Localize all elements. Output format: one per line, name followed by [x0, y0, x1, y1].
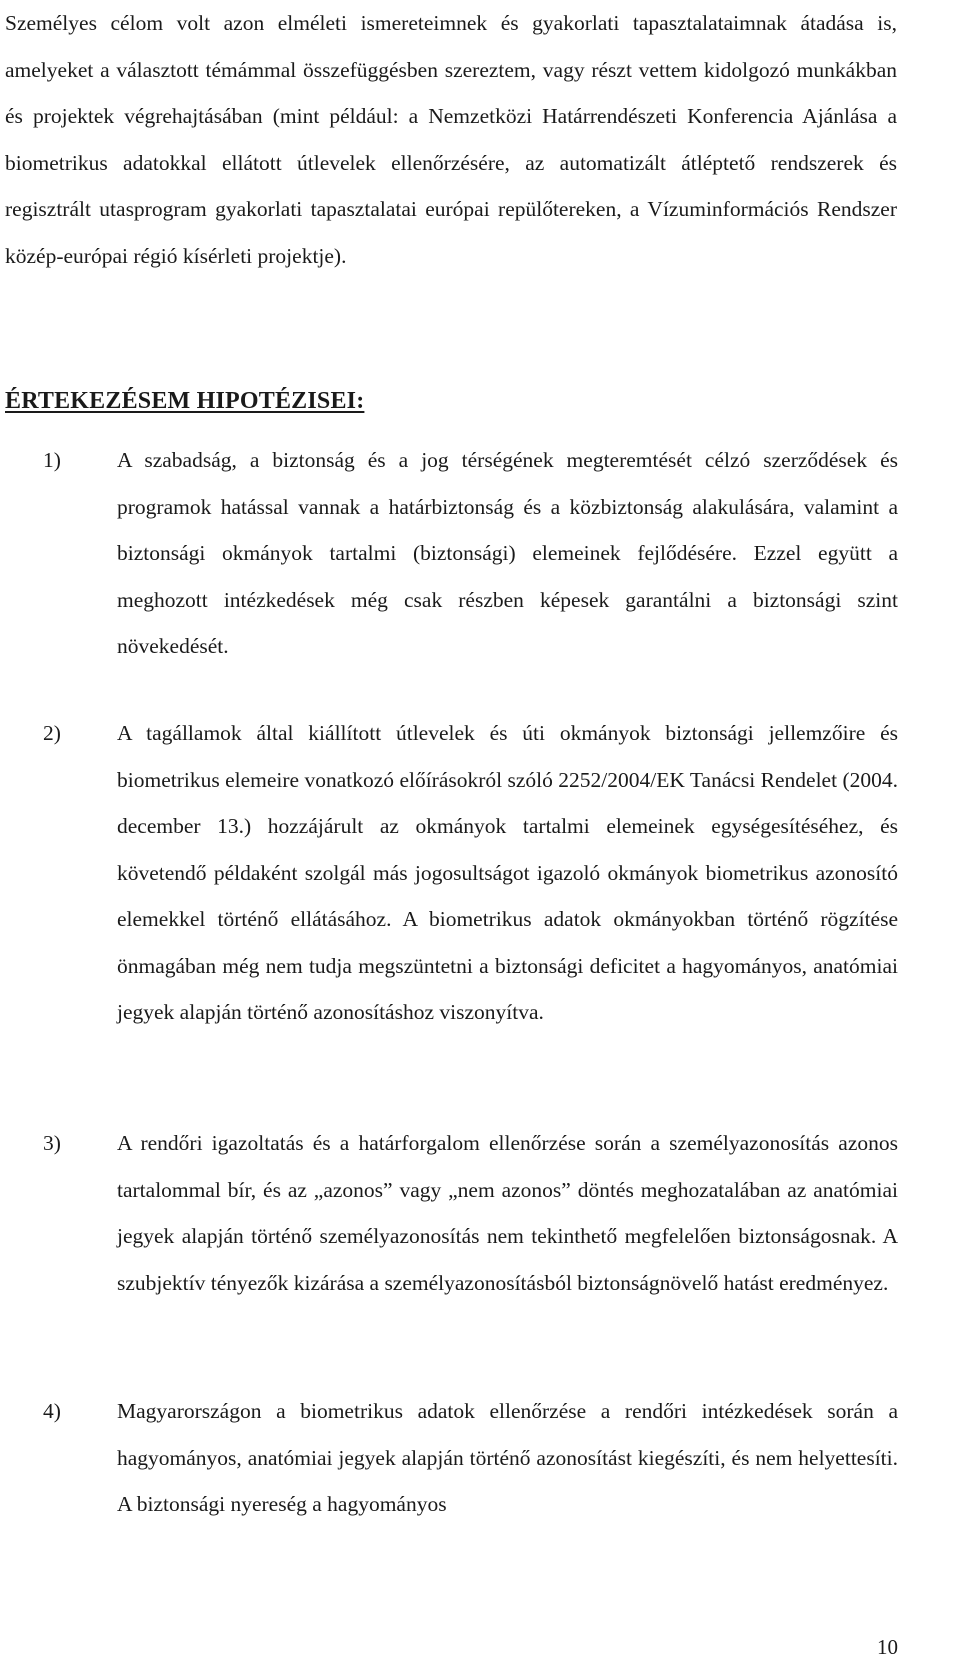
hypothesis-text: Magyarországon a biometrikus adatok ellenőrzése a rendőri intézkedések során a hagyományos, anatómiai jegyek alapján történő azonosítást kiegészíti, és nem helyettesíti. A biztonsági nyereség a hagyományos [117, 1399, 898, 1516]
hypothesis-item-2 [43, 710, 898, 1036]
hypothesis-item-3 [43, 1120, 898, 1306]
hypothesis-text: A szabadság, a biztonság és a jog térségének megteremtését célzó szerződések és programok hatással vannak a határbiztonság és a közbiztonság alakulására, valamint a biztonsági okmányok tartalmi (biztonsági) elemeinek fejlődésére. Ezzel együtt a meghozott intézkedések még csak részben képesek garantálni a biztonsági szint növekedését. [117, 448, 898, 658]
section-heading: ÉRTEKEZÉSEM HIPOTÉZISEI: [5, 388, 365, 414]
hypothesis-item-4 [43, 1388, 898, 1528]
hypothesis-number: 2) [43, 721, 61, 745]
hypothesis-text: A rendőri igazoltatás és a határforgalom ellenőrzése során a személyazonosítás azonos tartalommal bír, és az „azonos” vagy „nem azonos” döntés meghozatalában az anatómiai jegyek alapján történő személyazonosítás nem tekinthető megfelelően biztonságosnak. A szubjektív tényezők kizárása a személyazonosításból biztonságnövelő hatást eredményez. [117, 1131, 898, 1295]
hypothesis-number: 4) [43, 1399, 61, 1423]
page-number: 10 [877, 1635, 898, 1659]
hypothesis-number: 1) [43, 448, 61, 472]
hypothesis-item-1 [43, 437, 898, 670]
hypothesis-number: 3) [43, 1131, 61, 1155]
hypothesis-text: A tagállamok által kiállított útlevelek és úti okmányok biztonsági jellemzőire és biometrikus elemeire vonatkozó előírásokról szóló 2252/2004/EK Tanácsi Rendelet (2004. december 13.) hozzájárult az okmányok tartalmi elemeinek egységesítéséhez, és követendő példaként szolgál más jogosultságot igazoló okmányok biometrikus azonosító elemekkel történő ellátásához. A biometrikus adatok okmányokban történő rögzítése önmagában még nem tudja megszüntetni a biztonsági deficitet a hagyományos, anatómiai jegyek alapján történő azonosításhoz viszonyítva. [117, 721, 898, 1024]
intro-paragraph: Személyes célom volt azon elméleti ismereteimnek és gyakorlati tapasztalataimnak átadása is, amelyeket a választott témámmal összefüggésben szereztem, vagy részt vettem kidolgozó munkákban és projektek végrehajtásában (mint például: a Nemzetközi Határrendészeti Konferencia Ajánlása a biometrikus adatokkal ellátott útlevelek ellenőrzésére, az automatizált átléptető rendszerek és regisztrált utasprogram gyakorlati tapasztalatai európai repülőtereken, a Vízuminformációs Rendszer közép-európai régió kísérleti projektje). [5, 11, 897, 268]
